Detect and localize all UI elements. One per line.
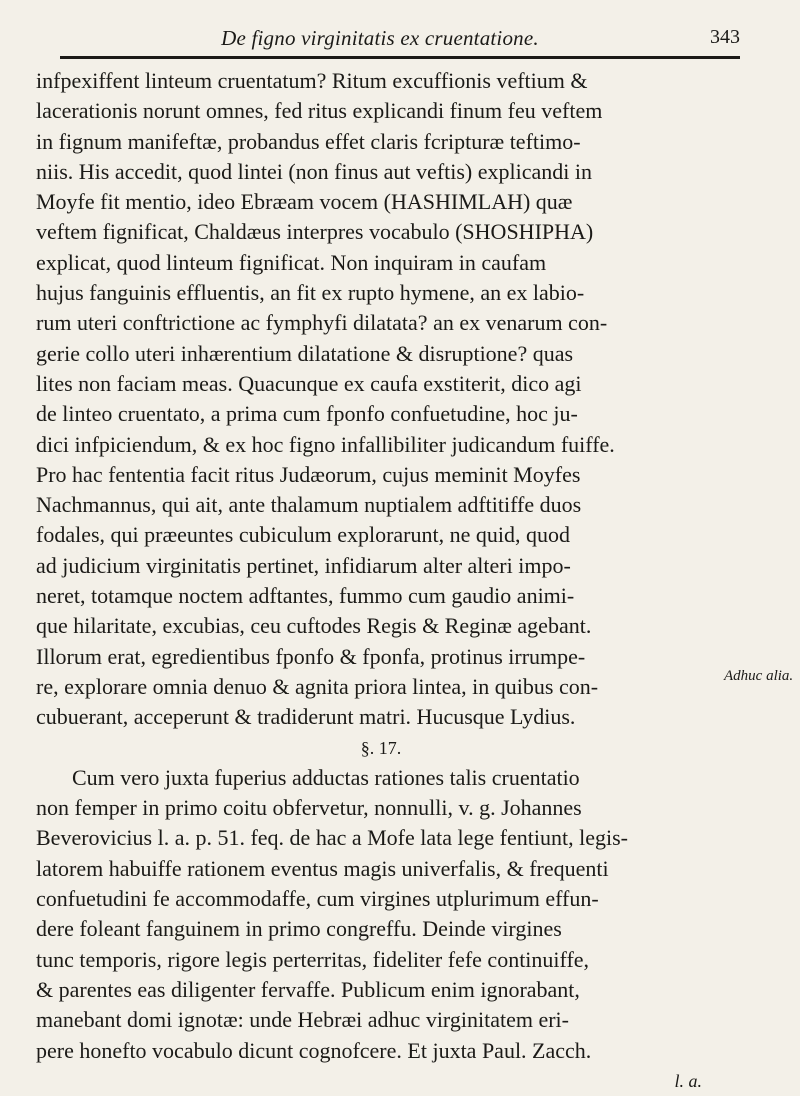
text-line: Nachmannus, qui ait, ante thalamum nuptialem adftitiffe duos [36, 492, 582, 518]
text-line: de linteo cruentato, a prima cum fponfo confuetudine, hoc ju- [36, 401, 578, 427]
text-line: non femper in primo coitu obfervetur, nonnulli, v. g. Johannes [36, 795, 582, 821]
text-line: explicat, quod linteum fignificat. Non inquiram in caufam [36, 249, 547, 275]
text-line: ad judicium virginitatis pertinet, infidiarum alter alteri impo- [36, 552, 571, 578]
text-line: que hilaritate, excubias, ceu cuftodes Regis & Reginæ agebant. [36, 613, 592, 639]
section-mark: §. 17. [360, 737, 402, 758]
text-line: & parentes eas diligenter fervaffe. Publicum enim ignorabant, [36, 976, 580, 1002]
text-line: lacerationis norunt omnes, fed ritus explicandi finum feu veftem [36, 98, 603, 124]
text-line: in fignum manifeftæ, probandus effet claris fcripturæ teftimo- [36, 128, 581, 154]
text-line: neret, totamque noctem adftantes, fummo cum gaudio animi- [36, 583, 575, 609]
text-line: confuetudini fe accommodaffe, cum virgines utplurimum effun- [36, 886, 599, 912]
text-line: hujus fanguinis effluentis, an fit ex rupto hymene, an ex labio- [36, 280, 585, 306]
text-line: gerie collo uteri inhærentium dilatatione & disruptione? quas [36, 340, 574, 366]
text-line: re, explorare omnia denuo & agnita priora lintea, in quibus con- [36, 673, 599, 699]
text-line: niis. His accedit, quod lintei (non finus aut veftis) explicandi in [36, 158, 592, 184]
text-line: lites non faciam meas. Quacunque ex caufa exstiterit, dico agi [36, 370, 582, 396]
text-line: fodales, qui præeuntes cubiculum explorarunt, ne quid, quod [36, 522, 570, 548]
text-line: pere honefto vocabulo dicunt cognofcere. Et juxta Paul. Zacch. [36, 1037, 592, 1063]
text-line: infpexiffent linteum cruentatum? Ritum excuffionis veftium & [36, 68, 588, 93]
page-header [60, 20, 740, 64]
header-rule [60, 56, 740, 59]
page-number: 343 [710, 26, 740, 48]
running-title: De figno virginitatis ex cruentatione. [221, 26, 539, 50]
body-text [36, 66, 726, 1096]
text-line: Pro hac fententia facit ritus Judæorum, cujus meminit Moyfes [36, 461, 581, 487]
text-line: dere foleant fanguinem in primo congreffu. Deinde virgines [36, 916, 562, 942]
text-line: Moyfe fit mentio, ideo Ebræam vocem (HASHIMLAH) quæ [36, 189, 573, 215]
text-line: Cum vero juxta fuperius adductas rationes talis cruentatio [72, 764, 580, 790]
text-line: tunc temporis, rigore legis perterritas, fideliter fefe continuiffe, [36, 946, 590, 972]
text-line: dici infpiciendum, & ex hoc figno infallibiliter judicandum fuiffe. [36, 431, 615, 457]
text-line: Beverovicius l. a. p. 51. feq. de hac a Mofe lata lege fentiunt, legis- [36, 825, 628, 851]
text-line: cubuerant, acceperunt & tradiderunt matri. Hucusque Lydius. [36, 704, 576, 730]
text-line: manebant domi ignotæ: unde Hebræi adhuc virginitatem eri- [36, 1007, 569, 1033]
catchword: l. a. [674, 1070, 702, 1091]
text-line: veftem fignificat, Chaldæus interpres vocabulo (SHOSHIPHA) [36, 219, 594, 245]
text-line: rum uteri conftrictione ac fymphyfi dilatata? an ex venarum con- [36, 310, 608, 336]
margin-note: Adhuc alia. [724, 668, 794, 684]
text-line: Illorum erat, egredientibus fponfo & fponfa, protinus irrumpe- [36, 643, 586, 669]
text-line: latorem habuiffe rationem eventus magis univerfalis, & frequenti [36, 855, 609, 881]
